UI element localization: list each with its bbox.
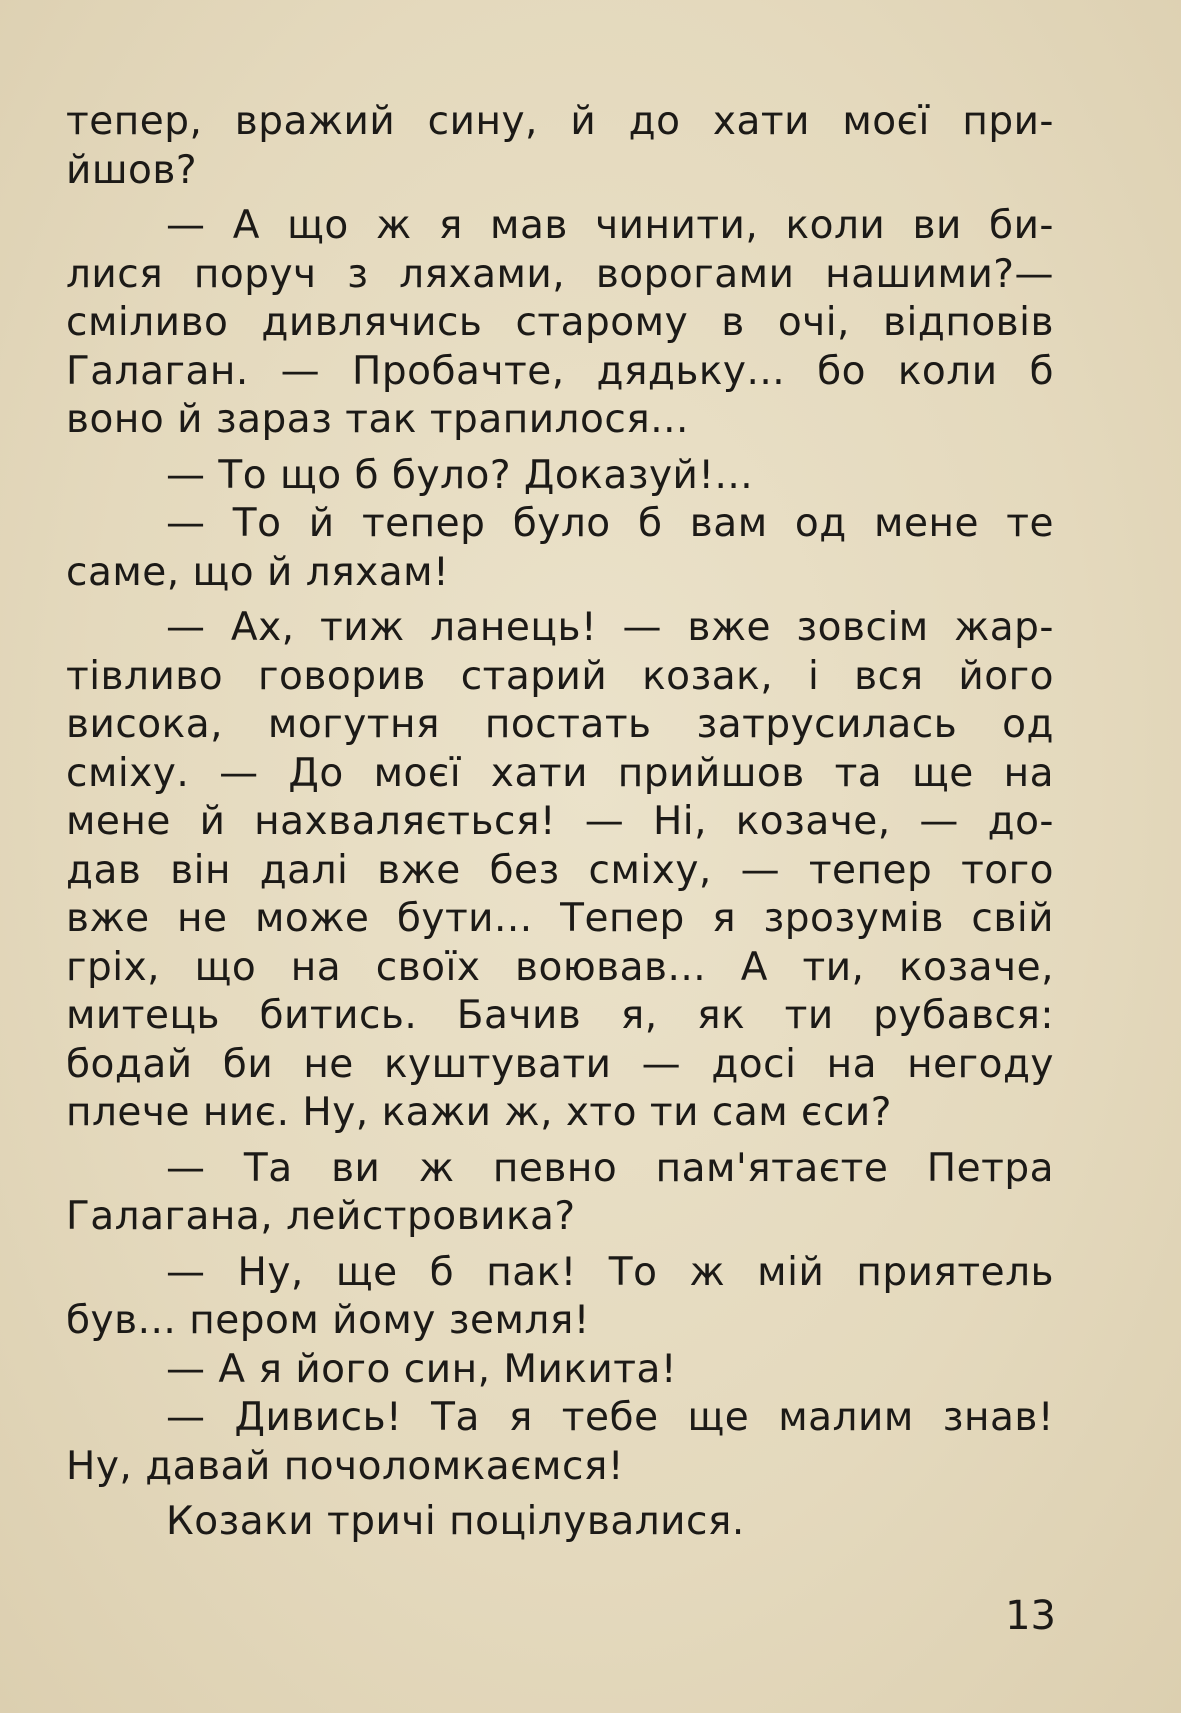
text-line: йшов? [66,147,198,193]
text-line: тепер, вражий сину, й до хати моєї при- [66,99,1054,144]
text-line: плече ниє. Ну, кажи ж, хто ти сам єси? [66,1090,892,1135]
text-line: — То що б було? Доказуй!... [166,452,754,498]
text-line: — Ну, ще б пак! То ж мій приятель [166,1249,1054,1295]
text-line: бодай би не куштувати — досі на негоду [66,1041,1054,1087]
text-line: саме, що й ляхам! [66,549,450,595]
text-line: дав він далі вже без сміху, — тепер того [66,847,1054,893]
text-line: вже не може бути... Тепер я зрозумів свій [66,896,1054,941]
text-line: — А що ж я мав чинити, коли ви би- [166,203,1054,248]
text-line: був... пером йому земля! [66,1298,590,1343]
text-line: митець битись. Бачив я, як ти рубався: [66,993,1054,1038]
text-line: — Дивись! Та я тебе ще малим знав! [166,1395,1054,1440]
text-line: — Та ви ж певно пам'ятаєте Петра [166,1145,1054,1191]
text-line: — То й тепер було б вам од мене те [166,501,1054,546]
text-line: тівливо говорив старий козак, і вся його [66,653,1054,699]
text-line: сміливо дивлячись старому в очі, відповів [66,300,1054,345]
text-line: гріх, що на своїх воював... А ти, козаче, [66,944,1054,990]
text-line: Ну, давай почоломкаємся! [66,1443,624,1489]
text-line: Козаки тричі поцілувалися. [166,1499,745,1544]
text-line: Галагана, лейстровика? [66,1194,576,1239]
page-text [66,98,1054,1547]
text-line: — Ах, тиж ланець! — вже зовсім жар- [166,605,1054,650]
text-line: воно й зараз так трапилося... [66,397,689,442]
text-line: Галаган. — Пробачте, дядьку... бо коли б [66,348,1054,394]
text-line: лися поруч з ляхами, ворогами нашими?— [66,251,1054,297]
text-line: — А я його син, Микита! [166,1346,678,1392]
text-line: мене й нахваляється! — Ні, козаче, — до- [66,799,1054,844]
text-line: сміху. — До моєї хати прийшов та ще на [66,750,1054,796]
page-number: 13 [1005,1593,1056,1639]
text-line: висока, могутня постать затрусилась од [66,702,1054,747]
